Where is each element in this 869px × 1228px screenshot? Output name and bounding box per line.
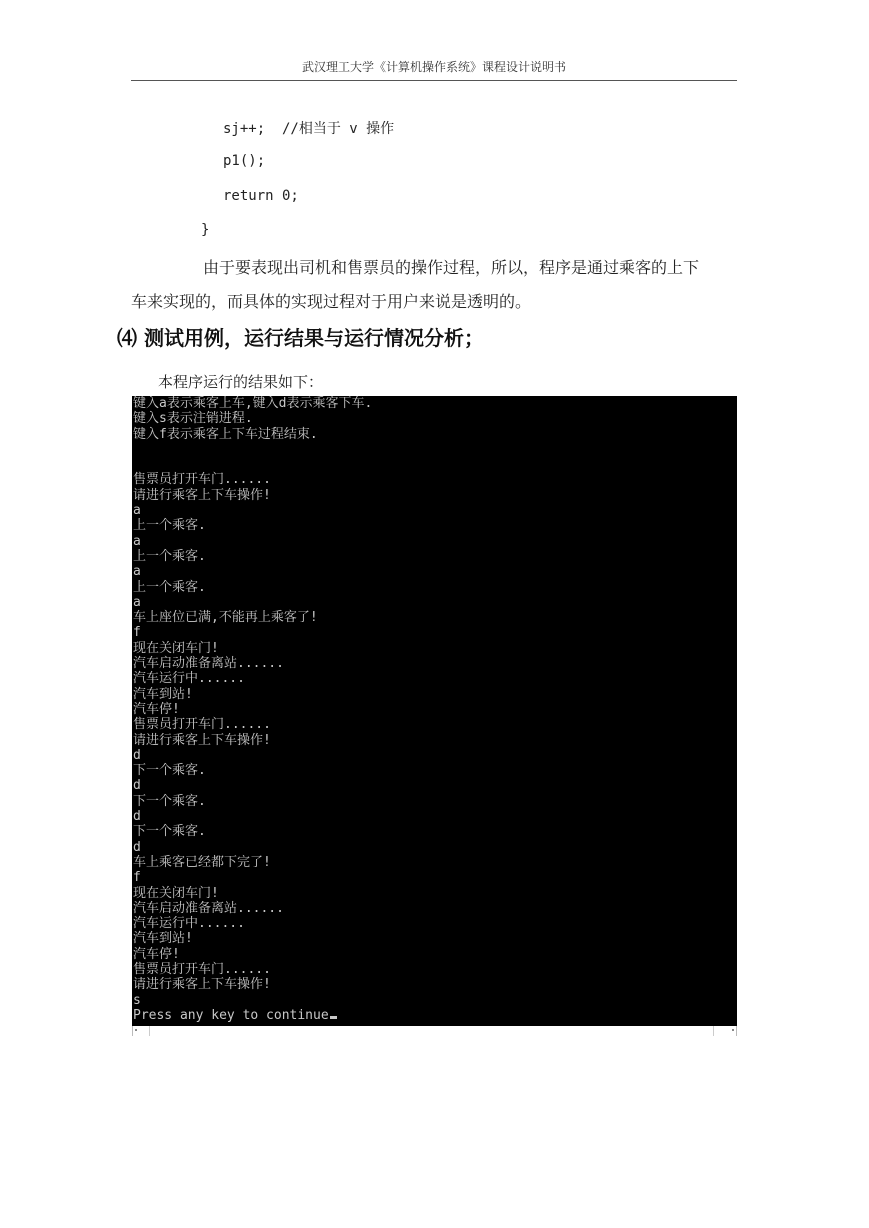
console-line: 请进行乘客上下车操作!: [133, 732, 271, 748]
console-line: 下一个乘客.: [133, 793, 206, 809]
console-line: 汽车停!: [133, 946, 180, 962]
console-line: d: [133, 778, 141, 794]
console-line: 上一个乘客.: [133, 548, 206, 564]
console-line: 上一个乘客.: [133, 579, 206, 595]
console-line: 售票员打开车门......: [133, 961, 271, 977]
console-line: 汽车到站!: [133, 686, 193, 702]
console-line: 请进行乘客上下车操作!: [133, 977, 271, 993]
code-line-1: sj++; //相当于 v 操作: [223, 121, 395, 137]
console-line: a: [133, 594, 141, 610]
paragraph-line-2: 车来实现的，而具体的实现过程对于用户来说是透明的。: [131, 292, 532, 311]
section-intro: 本程序运行的结果如下：: [158, 373, 324, 391]
scroll-right-icon: [732, 1029, 734, 1031]
cursor-icon: [330, 1016, 337, 1019]
console-line: 下一个乘客.: [133, 763, 206, 779]
console-line: 键入a表示乘客上车,键入d表示乘客下车.: [133, 396, 373, 411]
console-line: 汽车停!: [133, 701, 180, 717]
header-rule: [131, 80, 737, 81]
console-line: 键入s表示注销进程.: [133, 411, 253, 427]
code-line-4: }: [201, 222, 210, 238]
console-line: d: [133, 839, 141, 855]
console-line: [133, 442, 372, 457]
console-line: s: [133, 992, 141, 1008]
scrollbar-divider: [713, 1026, 714, 1036]
console-line: 汽车运行中......: [133, 671, 245, 687]
console-line: a: [133, 564, 141, 580]
console-line: 汽车启动准备离站......: [133, 900, 284, 916]
console-output: [133, 396, 372, 1023]
console-line: 现在关闭车门!: [133, 885, 219, 901]
console-line: 请进行乘客上下车操作!: [133, 487, 271, 503]
console-line: 汽车启动准备离站......: [133, 656, 284, 672]
console-line: a: [133, 503, 141, 519]
console-line: 汽车运行中......: [133, 916, 245, 932]
console-line: 售票员打开车门......: [133, 717, 271, 733]
console-line: 下一个乘客.: [133, 824, 206, 840]
console-line: 上一个乘客.: [133, 518, 206, 534]
section-heading: ⑷ 测试用例，运行结果与运行情况分析；: [117, 326, 484, 350]
console-line: f: [133, 870, 141, 886]
scrollbar-divider: [149, 1026, 150, 1036]
page-header: 武汉理工大学《计算机操作系统》课程设计说明书: [301, 60, 566, 74]
console-line: 现在关闭车门!: [133, 640, 219, 656]
console-line: Press any key to continue: [133, 1008, 372, 1023]
console-line: 键入f表示乘客上下车过程结束.: [133, 426, 318, 442]
console-line: d: [133, 809, 141, 825]
console-line: f: [133, 625, 141, 641]
console-line: [133, 457, 372, 472]
code-line-2: p1();: [223, 153, 266, 169]
code-line-3: return 0;: [223, 188, 299, 204]
body-paragraph: [131, 251, 737, 319]
console-screenshot: [132, 396, 737, 1026]
console-line: 汽车到站!: [133, 931, 193, 947]
scroll-left-icon: [135, 1029, 137, 1031]
console-scrollbar: [132, 1026, 737, 1036]
console-line: 售票员打开车门......: [133, 472, 271, 488]
console-line: 车上座位已满,不能再上乘客了!: [133, 610, 318, 626]
paragraph-line-1: 由于要表现出司机和售票员的操作过程，所以，程序是通过乘客的上下: [203, 258, 700, 277]
console-line: a: [133, 533, 141, 549]
console-line: 车上乘客已经都下完了!: [133, 854, 271, 870]
console-line: d: [133, 747, 141, 763]
